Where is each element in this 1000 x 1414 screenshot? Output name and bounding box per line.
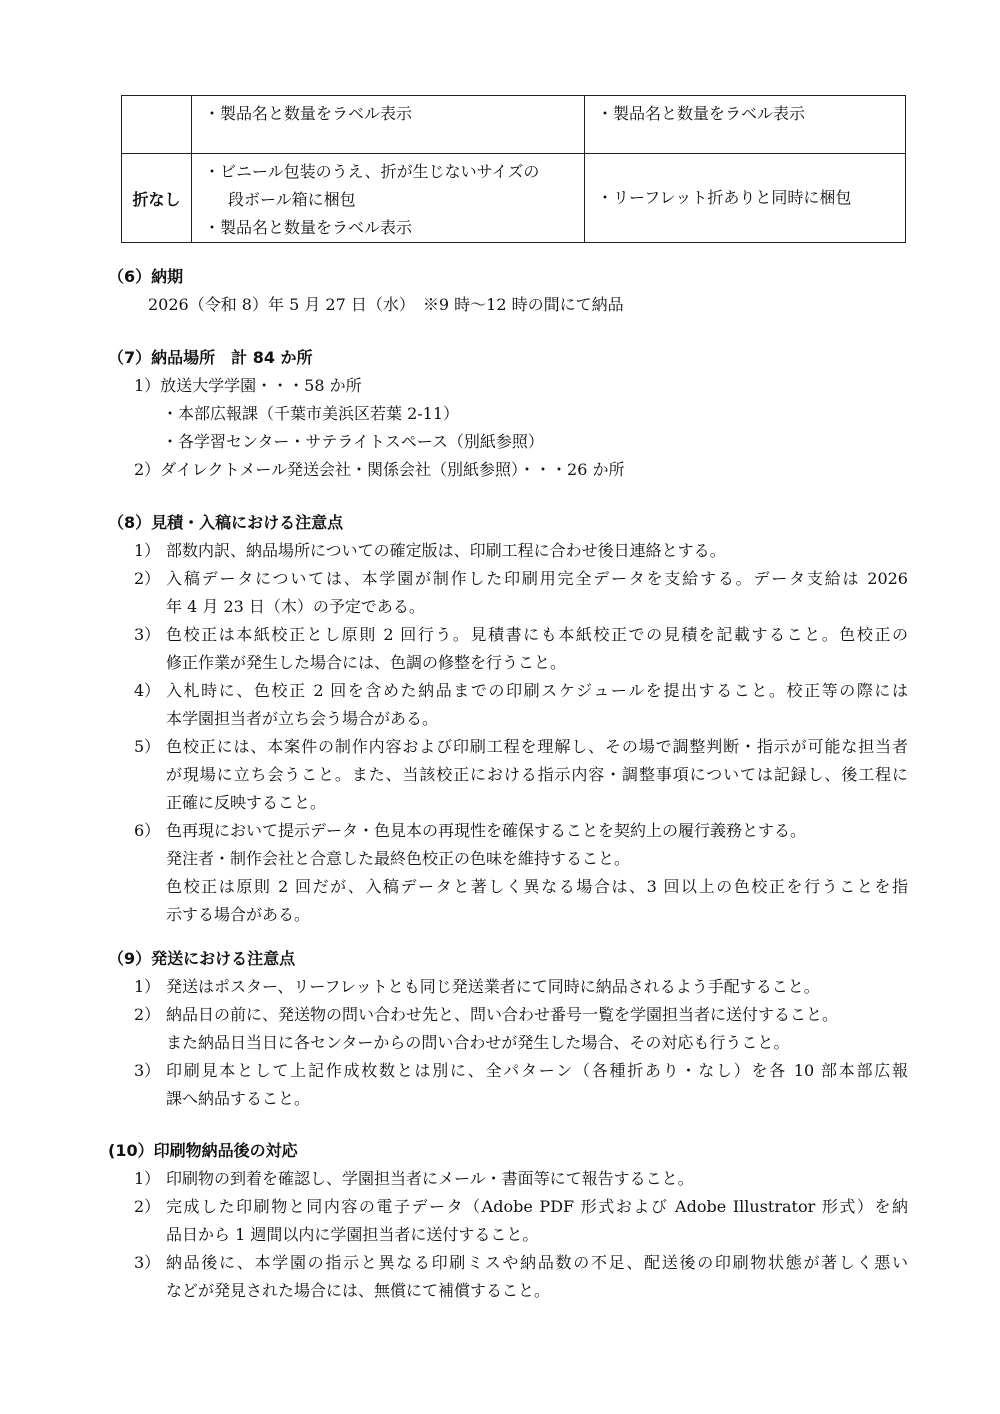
section-heading: （9）発送における注意点: [108, 949, 296, 968]
packaging-table: [121, 95, 906, 243]
list-item: 4） 入札時に、色校正 2 回を含めた納品までの印刷スケジュールを提出すること。校正等の際には 本学園担当者が立ち会う場合がある。: [134, 681, 908, 728]
list-item: 3） 納品後に、本学園の指示と異なる印刷ミスや納品数の不足、配送後の印刷物状態が著しく悪い などが発見された場合には、無償にて補償すること。: [134, 1253, 908, 1300]
row-label: [122, 96, 192, 154]
table-row: [122, 154, 906, 243]
list-item: 1）放送大学学園・・・58 か所: [134, 376, 362, 395]
list-item: 5） 色校正には、本案件の制作内容および印刷工程を理解し、その場で調整判断・指示が可能な担当者 が現場に立ち会うこと。また、当該校正における指示内容・調整事項については記録し、後工程に 正確に反映すること。: [134, 737, 908, 812]
section-heading: (10）印刷物納品後の対応: [108, 1141, 298, 1160]
list-item: ・各学習センター・サテライトスペース（別紙参照）: [162, 432, 544, 451]
list-item: ・本部広報課（千葉市美浜区若葉 2-11）: [162, 404, 460, 423]
list-item: 3） 色校正は本紙校正とし原則 2 回行う。見積書にも本紙校正での見積を記載すること。色校正の 修正作業が発生した場合には、色調の修整を行うこと。: [134, 625, 908, 672]
list-item: 6） 色再現において提示データ・色見本の再現性を確保することを契約上の履行義務とする。 発注者・制作会社と合意した最終色校正の色味を維持すること。 色校正は原則 2 回だが、入稿データと著しく異なる場合は、3 回以上の色校正を行うことを指 示する場合がある。: [134, 821, 908, 924]
section-heading: （7）納品場所 計 84 か所: [108, 348, 313, 367]
list-item: 1） 印刷物の到着を確認し、学園担当者にメール・書面等にて報告すること。: [134, 1169, 694, 1188]
list-item: 2） 入稿データについては、本学園が制作した印刷用完全データを支給する。データ支給は 2026 年 4 月 23 日（木）の予定である。: [134, 569, 908, 616]
list-item: 3） 印刷見本として上記作成枚数とは別に、全パターン（各種折あり・なし）を各 10 部本部広報 課へ納品すること。: [134, 1061, 908, 1108]
table-cell: ・製品名と数量をラベル表示: [597, 104, 806, 123]
section-heading: （6）納期: [108, 267, 184, 286]
section-heading: （8）見積・入稿における注意点: [108, 513, 344, 532]
row-label: 折なし: [122, 154, 192, 243]
table-row: [122, 96, 906, 154]
list-item: 2） 完成した印刷物と同内容の電子データ（Adobe PDF 形式および Adobe Illustrator 形式）を納 品日から 1 週間以内に学園担当者に送付すること。: [134, 1197, 908, 1244]
section-post-delivery: [108, 1137, 908, 1305]
table-cell: ・製品名と数量をラベル表示: [204, 104, 413, 123]
table-cell: ・ビニール包装のうえ、折が生じないサイズの 段ボール箱に梱包 ・製品名と数量をラベル表示: [204, 162, 540, 237]
delivery-date-text: 2026（令和 8）年 5 月 27 日（水） ※9 時〜12 時の間にて納品: [148, 295, 624, 314]
section-estimate-notes: [108, 509, 908, 929]
section-delivery-locations: [108, 344, 908, 484]
list-item: 1） 発送はポスター、リーフレットとも同じ発送業者にて同時に納品されるよう手配すること。: [134, 977, 820, 996]
table-cell: ・リーフレット折ありと同時に梱包: [597, 188, 852, 207]
list-item: 1） 部数内訳、納品場所についての確定版は、印刷工程に合わせ後日連絡とする。: [134, 541, 726, 560]
list-item: 2）ダイレクトメール発送会社・関係会社（別紙参照）・・・26 か所: [134, 460, 625, 479]
section-shipping-notes: [108, 945, 908, 1113]
list-item: 2） 納品日の前に、発送物の問い合わせ先と、問い合わせ番号一覧を学園担当者に送付すること。 また納品日当日に各センターからの問い合わせが発生した場合、その対応も行うこと。: [134, 1005, 839, 1052]
section-delivery-date: [108, 263, 908, 319]
